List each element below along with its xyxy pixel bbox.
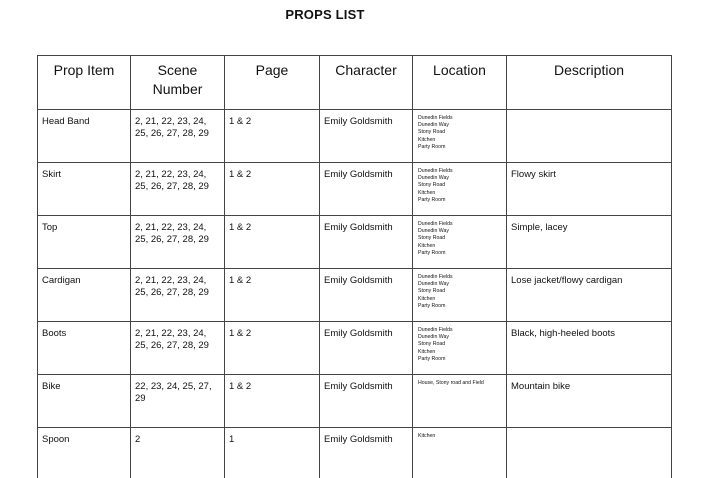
table-row — [38, 110, 672, 163]
cell-prop-item: Top — [38, 216, 131, 269]
cell-character: Emily Goldsmith — [320, 163, 413, 216]
cell-page: 1 & 2 — [225, 216, 320, 269]
header-description: Description — [507, 56, 672, 110]
header-location: Location — [413, 56, 507, 110]
document-title: PROPS LIST — [285, 7, 365, 22]
cell-prop-item: Spoon — [38, 428, 131, 478]
table-row — [38, 216, 672, 269]
cell-prop-item: Bike — [38, 375, 131, 428]
location-line: Dunedin Fields — [418, 115, 453, 121]
header-scene-number: Scene Number — [131, 56, 225, 110]
location-line: Dunedin Way — [418, 122, 449, 129]
cell-location — [413, 110, 507, 163]
location-line: Kitchen — [418, 433, 436, 439]
cell-description: Flowy skirt — [507, 163, 672, 216]
cell-location — [413, 428, 507, 478]
cell-location — [413, 163, 507, 216]
location-line: Dunedin Fields — [418, 327, 453, 333]
location-line: Party Room — [418, 196, 446, 203]
cell-page: 1 & 2 — [225, 269, 320, 322]
cell-page: 1 & 2 — [225, 375, 320, 428]
location-line: Dunedin Way — [418, 334, 449, 341]
cell-location — [413, 269, 507, 322]
cell-scene-number: 22, 23, 24, 25, 27, 29 — [131, 375, 225, 428]
cell-prop-item: Skirt — [38, 163, 131, 216]
table-header-row — [38, 56, 672, 110]
location-line: Stony Road — [418, 288, 446, 295]
location-line: Stony Road — [418, 182, 446, 189]
table-row — [38, 375, 672, 428]
cell-description — [507, 428, 672, 478]
header-page: Page — [225, 56, 320, 110]
cell-character: Emily Goldsmith — [320, 375, 413, 428]
cell-scene-number: 2, 21, 22, 23, 24, 25, 26, 27, 28, 29 — [131, 163, 225, 216]
location-line: Stony Road — [418, 341, 446, 348]
cell-description: Simple, lacey — [507, 216, 672, 269]
table-row — [38, 269, 672, 322]
cell-character: Emily Goldsmith — [320, 428, 413, 478]
cell-character: Emily Goldsmith — [320, 110, 413, 163]
location-line: Party Room — [418, 302, 446, 309]
props-table — [37, 55, 672, 478]
cell-page: 1 & 2 — [225, 163, 320, 216]
location-line: Stony Road — [418, 129, 446, 136]
cell-scene-number: 2, 21, 22, 23, 24, 25, 26, 27, 28, 29 — [131, 216, 225, 269]
location-line: Stony Road — [418, 235, 446, 242]
cell-scene-number: 2, 21, 22, 23, 24, 25, 26, 27, 28, 29 — [131, 269, 225, 322]
cell-page: 1 & 2 — [225, 110, 320, 163]
table-row — [38, 163, 672, 216]
location-line: Party Room — [418, 355, 446, 362]
cell-prop-item: Cardigan — [38, 269, 131, 322]
location-line: Kitchen — [418, 348, 436, 355]
cell-description — [507, 110, 672, 163]
location-line: Dunedin Way — [418, 281, 449, 288]
header-prop-item: Prop Item — [38, 56, 131, 110]
cell-prop-item: Boots — [38, 322, 131, 375]
cell-scene-number: 2, 21, 22, 23, 24, 25, 26, 27, 28, 29 — [131, 322, 225, 375]
cell-scene-number: 2 — [131, 428, 225, 478]
location-line: Party Room — [418, 249, 446, 256]
location-line: Dunedin Fields — [418, 221, 453, 227]
cell-location — [413, 216, 507, 269]
cell-description: Black, high-heeled boots — [507, 322, 672, 375]
cell-page: 1 — [225, 428, 320, 478]
location-line: Dunedin Fields — [418, 168, 453, 174]
location-line: Kitchen — [418, 242, 436, 249]
location-line: Kitchen — [418, 189, 436, 196]
table-row — [38, 428, 672, 478]
location-line: Dunedin Way — [418, 175, 449, 182]
location-line: Kitchen — [418, 295, 436, 302]
cell-scene-number: 2, 21, 22, 23, 24, 25, 26, 27, 28, 29 — [131, 110, 225, 163]
cell-description: Lose jacket/flowy cardigan — [507, 269, 672, 322]
cell-character: Emily Goldsmith — [320, 269, 413, 322]
cell-description: Mountain bike — [507, 375, 672, 428]
location-line: Dunedin Way — [418, 228, 449, 235]
cell-character: Emily Goldsmith — [320, 322, 413, 375]
location-line: Kitchen — [418, 136, 436, 143]
cell-page: 1 & 2 — [225, 322, 320, 375]
cell-prop-item: Head Band — [38, 110, 131, 163]
location-line: House, Stony road and Field — [418, 380, 484, 386]
header-character: Character — [320, 56, 413, 110]
cell-location — [413, 375, 507, 428]
table-row — [38, 322, 672, 375]
page-edge-mark — [37, 438, 38, 443]
location-line: Party Room — [418, 143, 446, 150]
location-line: Dunedin Fields — [418, 274, 453, 280]
cell-character: Emily Goldsmith — [320, 216, 413, 269]
cell-location — [413, 322, 507, 375]
